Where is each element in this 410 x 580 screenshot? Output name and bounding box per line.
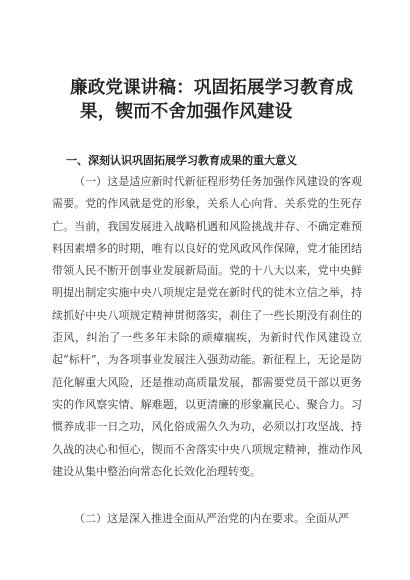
document-title-line-2: 果，锲而不舍加强作风建设 (80, 102, 293, 122)
document-title-line-1: 廉政党课讲稿：巩固拓展学习教育成 (70, 78, 354, 98)
section-heading: 一、深刻认识巩固拓展学习教育成果的重大意义 (66, 154, 297, 167)
body-paragraph-2: （二）这是深入推进全面从严治党的内在要求。全面从严 (74, 512, 349, 525)
document-title (70, 76, 360, 124)
body-paragraph-1: （一）这是适应新时代新征程形势任务加强作风建设的客观需要。党的作风就是党的形象，关系人心向背、关系党的生死存亡。当前，我国发展进入战略机遇和风险挑战并存、不确定难预料因素增多的时期，唯有以良好的党风政风作保障，党才能团结带领人民不断开创事业发展新局面。党的十八大以来，党中央鲜明提出制定实施中央八项规定是党在新时代的徙木立信之举，持续抓好中央八项规定精神贯彻落实，刹住了一些长期没有刹住的歪风，纠治了一些多年未除的顽瘴痼疾，为新时代作风建设立起“标杆”，为各项事业发展注入强劲动能。新征程上，无论是防范化解重大风险，还是推动高质量发展，都需要党员干部以更务实的作风察实情、解难题，以更清廉的形象赢民心、聚合力。习惯养成非一日之功，风化俗成需久久为功，必须以打攻坚战、持久战的决心和恒心，锲而不舍落实中央八项规定精神，推动作风建设从集中整治向常态化长效化治理转变。 (52, 175, 362, 478)
